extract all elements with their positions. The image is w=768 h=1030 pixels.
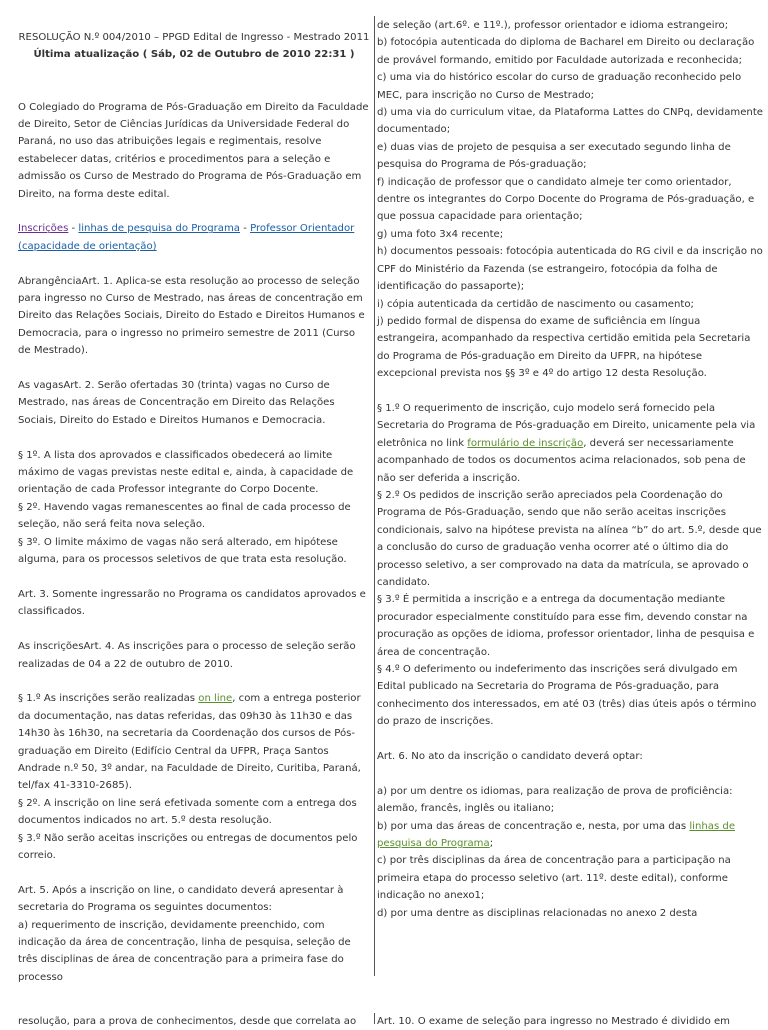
art5-paragraph-2: § 2.º Os pedidos de inscrição serão apreciados pela Coordenação do Programa de Pós-Graduação, sendo que não serão aceitas inscrições condicionais, salvo na hipótese prevista na alínea “b” do art. 5.º, desde que a conclusão do curso de graduação venha ocorrer até o último dia do processo seletivo, a ser comprovado na data da matrícula, se aprovado o candidato. (377, 489, 762, 588)
art1-paragraph: AbrangênciaArt. 1. Aplica-se esta resolução ao processo de seleção para ingresso no Curso de Mestrado, nas áreas de concentração em Direito das Relações Sociais, Direito do Estado e Direitos Humanos e Democracia, para o ingresso no primeiro semestre de 2011 (Curso de Mestrado). (18, 275, 365, 357)
link-professor-orientador[interactable]: Professor Orientador (capacidade de orientação) (18, 223, 355, 252)
nav-links (18, 220, 370, 255)
column-divider (374, 16, 375, 976)
art5-paragraph-3: § 3.º É permitida a inscrição e a entrega da documentação mediante procurador especialmente constituído para esse fim, devendo constar na procuração as opções de idioma, professor orientador, linha de pesquisa e área de concentração. (377, 594, 755, 658)
last-updated: Última atualização ( Sáb, 02 de Outubro de 2010 22:31 ) (33, 49, 355, 61)
art5-item-i: i) cópia autenticada da certidão de nascimento ou casamento; (377, 298, 694, 310)
left-column (18, 29, 370, 986)
art4-p1-text: § 1.º As inscrições serão realizadas (18, 693, 199, 705)
art5-item-a-cont: de seleção (art.6º. e 11º.), professor orientador e idioma estrangeiro; (377, 20, 729, 31)
art4-paragraph-3: § 3.º Não serão aceitas inscrições ou entregas de documentos pelo correio. (18, 832, 358, 861)
art2-paragraph-2: § 2º. Havendo vagas remanescentes ao final de cada processo de seleção, não será feita nova seleção. (18, 501, 351, 531)
link-linhas-pesquisa-2[interactable]: linhas de pesquisa do Programa (377, 820, 736, 850)
page2-right-column (377, 1013, 763, 1030)
art5-p1-text-cont: , deverá ser necessariamente acompanhado de todos os documentos acima relacionados, sob pena de não ser deferida a inscrição. (377, 437, 746, 484)
art2-paragraph: As vagasArt. 2. Serão ofertadas 30 (trinta) vagas no Curso de Mestrado, nas áreas de Concentração em Direito das Relações Sociais, Direito do Estado e Direitos Humanos e Democracia. (18, 380, 335, 426)
art4-paragraph-1 (18, 690, 370, 794)
art5-paragraph-1 (377, 400, 763, 487)
art5-item-e: e) duas vias de projeto de pesquisa a ser executado segundo linha de pesquisa do Programa de Pós-graduação; (377, 141, 731, 171)
art6-item-d: d) por uma dentre as disciplinas relacionadas no anexo 2 desta (377, 907, 698, 919)
art6-item-a: a) por um dentre os idiomas, para realização de prova de proficiência: alemão, francês, inglês ou italiano; (377, 785, 733, 815)
link-linhas-pesquisa[interactable]: linhas de pesquisa do Programa (78, 223, 240, 235)
art6-b-text: b) por uma das áreas de concentração e, nesta, por uma das (377, 820, 690, 832)
intro-paragraph: O Colegiado do Programa de Pós-Graduação em Direito da Faculdade de Direito, Setor de Ciências Jurídicas da Universidade Federal do Paraná, no uso das atribuições legais e regimentais, resolve estabelecer datas, critérios e procedimentos para a seleção e admissão os Curso de Mestrado do Programa de Pós-Graduação em Direito, na forma deste edital. (18, 101, 369, 200)
art5-item-f: f) indicação de professor que o candidato almeje ter como orientador, dentre os integrantes do Corpo Docente do Programa de Pós-graduação, e que possua capacidade para orientação; (377, 176, 755, 223)
art5-item-d: d) uma via do curriculum vitae, da Plataforma Lattes do CNPq, devidamente documentado; (377, 107, 763, 136)
art5-paragraph-4: § 4.º O deferimento ou indeferimento das inscrições será divulgado em Edital publicado na Secretaria do Programa de Pós-graduação, para conhecimento dos interessados, em até 03 (três) dias úteis após o término do prazo de inscrições. (377, 664, 757, 728)
link-separator: - (240, 223, 251, 235)
art5-item-c: c) uma via do histórico escolar do curso de graduação reconhecido pelo MEC, para inscrição no Curso de Mestrado; (377, 72, 742, 101)
link-on-line[interactable]: on line (198, 693, 233, 705)
art6-item-b (377, 818, 763, 853)
art6-b-text-cont: ; (489, 838, 494, 850)
art2-paragraph-1: § 1º. A lista dos aprovados e classificados obedecerá ao limite máximo de vagas previstas neste edital e, ainda, à capacidade de orientação de cada Professor integrante do Corpo Docente. (18, 449, 354, 496)
link-separator: - (68, 223, 79, 235)
art5-item-b: b) fotocópia autenticada do diploma de Bacharel em Direito ou declaração de provável formando, emitido por Faculdade autorizada e reconhecida; (377, 37, 755, 66)
page2-left-text: resolução, para a prova de conhecimentos, desde que correlata ao (18, 1016, 357, 1027)
link-formulario-inscricao[interactable]: formulário de inscrição (467, 437, 584, 449)
art5-item-g: g) uma foto 3x4 recente; (377, 228, 504, 240)
art4-paragraph-2: § 2º. A inscrição on line será efetivada somente com a entrega dos documentos indicados no art. 5.º desta resolução. (18, 797, 357, 827)
heading (18, 29, 370, 64)
art5-item-j: j) pedido formal de dispensa do exame de suficiência em língua estrangeira, acompanhado da respectiva certidão emitida pela Secretaria do Programa de Pós-graduação em Direito da UFPR, na hipótese excepcional prevista nos §§ 3º e 4º do artigo 12 desta Resolução. (377, 315, 751, 380)
art5-item-h: h) documentos pessoais: fotocópia autenticada do RG civil e da inscrição no CPF do Ministério da Fazenda (se estrangeiro, fotocópia da folha de identificação do passaporte); (377, 246, 763, 293)
art6-item-c: c) por três disciplinas da área de concentração para a participação na primeira etapa do processo seletivo (art. 11º. deste edital), conforme indicação no anexo1; (377, 855, 731, 902)
right-column (377, 17, 763, 922)
art5-p1-text: § 1.º O requerimento de inscrição, cujo modelo será fornecido pela Secretaria do Programa de Pós-graduação em Direito, unicamente pela via eletrônica no link (377, 402, 756, 449)
page2-left-column (18, 1013, 370, 1030)
art3-paragraph: Art. 3. Somente ingressarão no Programa os candidatos aprovados e classificados. (18, 588, 366, 618)
art2-paragraph-3: § 3º. O limite máximo de vagas não será alterado, em hipótese alguma, para os processos seletivos de que trata esta resolução. (18, 536, 347, 566)
art5-paragraph: Art. 5. Após a inscrição on line, o candidato deverá apresentar à secretaria do Programa os seguintes documentos: (18, 884, 344, 914)
link-inscricoes[interactable]: Inscrições (18, 223, 69, 235)
art4-paragraph: As inscriçõesArt. 4. As inscrições para o processo de seleção serão realizadas de 04 a 22 de outubro de 2010. (18, 641, 356, 670)
page2-right-text: Art. 10. O exame de seleção para ingresso no Mestrado é dividido em (377, 1016, 730, 1027)
page-title: RESOLUÇÃO N.º 004/2010 – PPGD Edital de Ingresso - Mestrado 2011 (18, 32, 370, 43)
art5-item-a: a) requerimento de inscrição, devidamente preenchido, com indicação da área de concentração, linha de pesquisa, seleção de três disciplinas de área de concentração para a primeira fase do processo (18, 919, 351, 983)
art6-paragraph: Art. 6. No ato da inscrição o candidato deverá optar: (377, 751, 643, 763)
column-divider-page2 (374, 1013, 375, 1024)
art4-p1-text-cont: , com a entrega posterior da documentação, nas datas referidas, das 09h30 às 11h30 e das 14h30 às 16h30, na secretaria da Coordenação dos cursos de Pós-graduação em Direito (Edifício Central da UFPR, Praça Santos Andrade n.º 50, 3º andar, na Faculdade de Direito, Curitiba, Paraná, tel/fax 41-3310-2685). (18, 693, 361, 792)
